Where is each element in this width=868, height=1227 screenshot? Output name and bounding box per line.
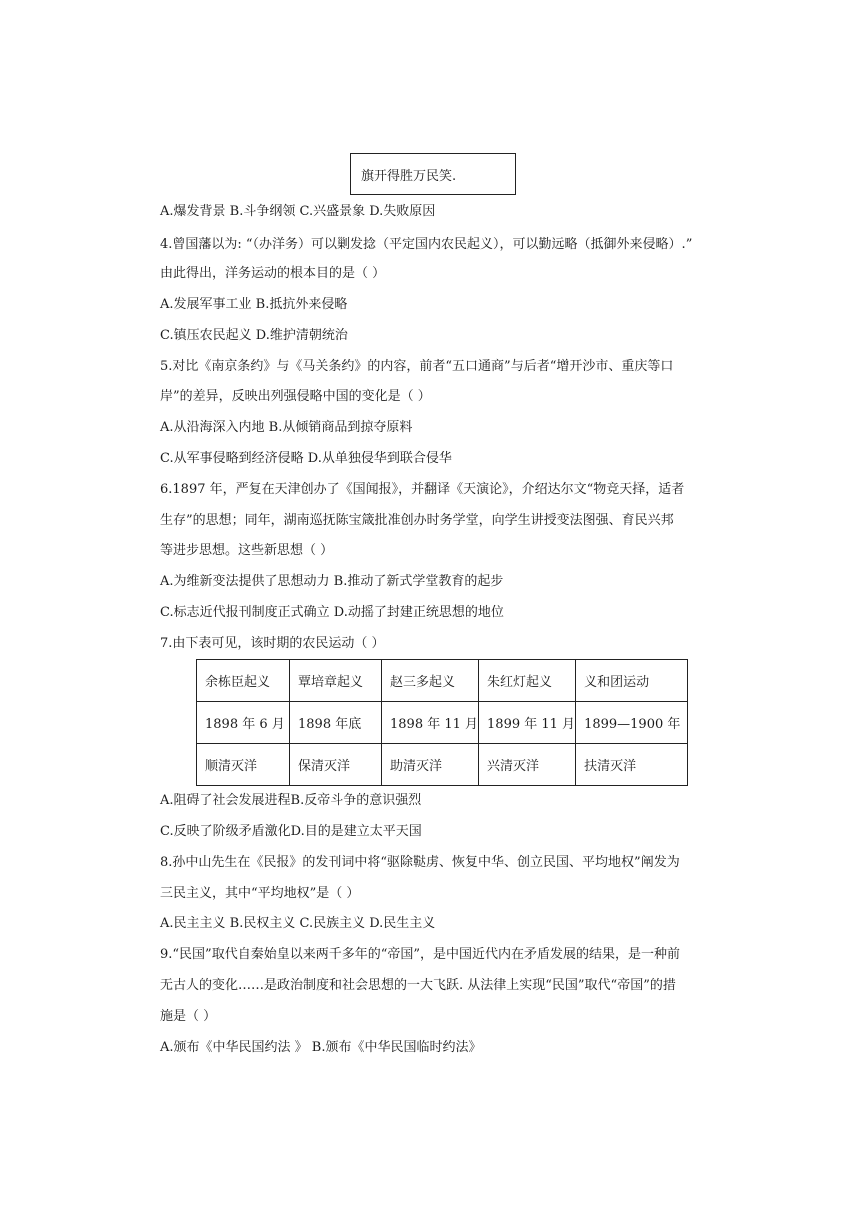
peasant-movement-table <box>196 659 688 786</box>
q9-stem-line-1: 9.“民国”取代自秦始皇以来两千多年的“帝国”，是中国近代内在矛盾发展的结果，是一种前 <box>160 947 680 962</box>
q4-stem-line-1: 4.曾国藩以为: “（办洋务）可以剿发捻（平定国内农民起义），可以勤远略（抵御外来侵略）.” <box>160 237 693 252</box>
q4-options-ab: A.发展军事工业 B.抵抗外来侵略 <box>160 297 348 312</box>
q6-stem-line-1: 6.1897 年，严复在天津创办了《国闻报》，并翻译《天演论》，介绍达尔文“物竞天择，适者 <box>160 482 685 497</box>
table-cell: 覃培章起义 <box>290 660 382 702</box>
table-cell: 余栋臣起义 <box>197 660 290 702</box>
table-cell: 1899—1900 年 <box>576 702 688 744</box>
table-cell: 1898 年 6 月 <box>197 702 290 744</box>
q7-options-ab: A.阻碍了社会发展进程B.反帝斗争的意识强烈 <box>160 793 422 808</box>
q9-options-ab: A.颁布《中华民国约法 》 B.颁布《中华民国临时约法》 <box>160 1040 482 1055</box>
q8-options: A.民主主义 B.民权主义 C.民族主义 D.民生主义 <box>160 916 436 931</box>
q6-options-ab: A.为维新变法提供了思想动力 B.推动了新式学堂教育的起步 <box>160 574 504 589</box>
q5-options-ab: A.从沿海深入内地 B.从倾销商品到掠夺原料 <box>160 420 413 435</box>
q8-stem-line-1: 8.孙中山先生在《民报》的发刊词中将“驱除鞑虏、恢复中华、创立民国、平均地权”阐发为 <box>160 855 680 870</box>
table-row <box>197 744 688 786</box>
table-cell: 保清灭洋 <box>290 744 382 786</box>
table-cell: 扶清灭洋 <box>576 744 688 786</box>
table-cell: 顺清灭洋 <box>197 744 290 786</box>
table-row <box>197 660 688 702</box>
table-cell: 朱红灯起义 <box>479 660 576 702</box>
q3-options: A.爆发背景 B.斗争纲领 C.兴盛景象 D.失败原因 <box>160 204 436 219</box>
q5-stem-line-2: 岸”的差异，反映出列强侵略中国的变化是（ ） <box>160 389 431 404</box>
q4-options-cd: C.镇压农民起义 D.维护清朝统治 <box>160 328 348 343</box>
q6-stem-line-3: 等进步思想。这些新思想（ ） <box>160 543 334 558</box>
table-cell: 1899 年 11 月 <box>479 702 576 744</box>
table-cell: 赵三多起义 <box>382 660 479 702</box>
q6-options-cd: C.标志近代报刊制度正式确立 D.动摇了封建正统思想的地位 <box>160 605 504 620</box>
q4-stem-line-2: 由此得出，洋务运动的根本目的是（ ） <box>160 266 386 281</box>
table-cell: 助清灭洋 <box>382 744 479 786</box>
table-cell: 1898 年 11 月 <box>382 702 479 744</box>
quote-text: 旗开得胜万民笑. <box>361 169 457 184</box>
q7-stem: 7.由下表可见，该时期的农民运动（ ） <box>160 636 385 651</box>
q5-options-cd: C.从军事侵略到经济侵略 D.从单独侵华到联合侵华 <box>160 451 452 466</box>
table-cell: 兴清灭洋 <box>479 744 576 786</box>
table-row <box>197 702 688 744</box>
q6-stem-line-2: 生存”的思想；同年，湖南巡抚陈宝箴批准创办时务学堂，向学生讲授变法图强、育民兴邦 <box>160 513 674 528</box>
q7-options-cd: C.反映了阶级矛盾激化D.目的是建立太平天国 <box>160 824 422 839</box>
table-cell: 义和团运动 <box>576 660 688 702</box>
q5-stem-line-1: 5.对比《南京条约》与《马关条约》的内容，前者“五口通商”与后者“增开沙市、重庆等口 <box>160 359 674 374</box>
table-cell: 1898 年底 <box>290 702 382 744</box>
q9-stem-line-3: 施是（ ） <box>160 1009 217 1024</box>
quote-box <box>350 153 516 195</box>
q9-stem-line-2: 无古人的变化……是政治制度和社会思想的一大飞跃. 从法律上实现“民国”取代“帝国”的措 <box>160 978 676 993</box>
q8-stem-line-2: 三民主义，其中“平均地权”是（ ） <box>160 886 360 901</box>
